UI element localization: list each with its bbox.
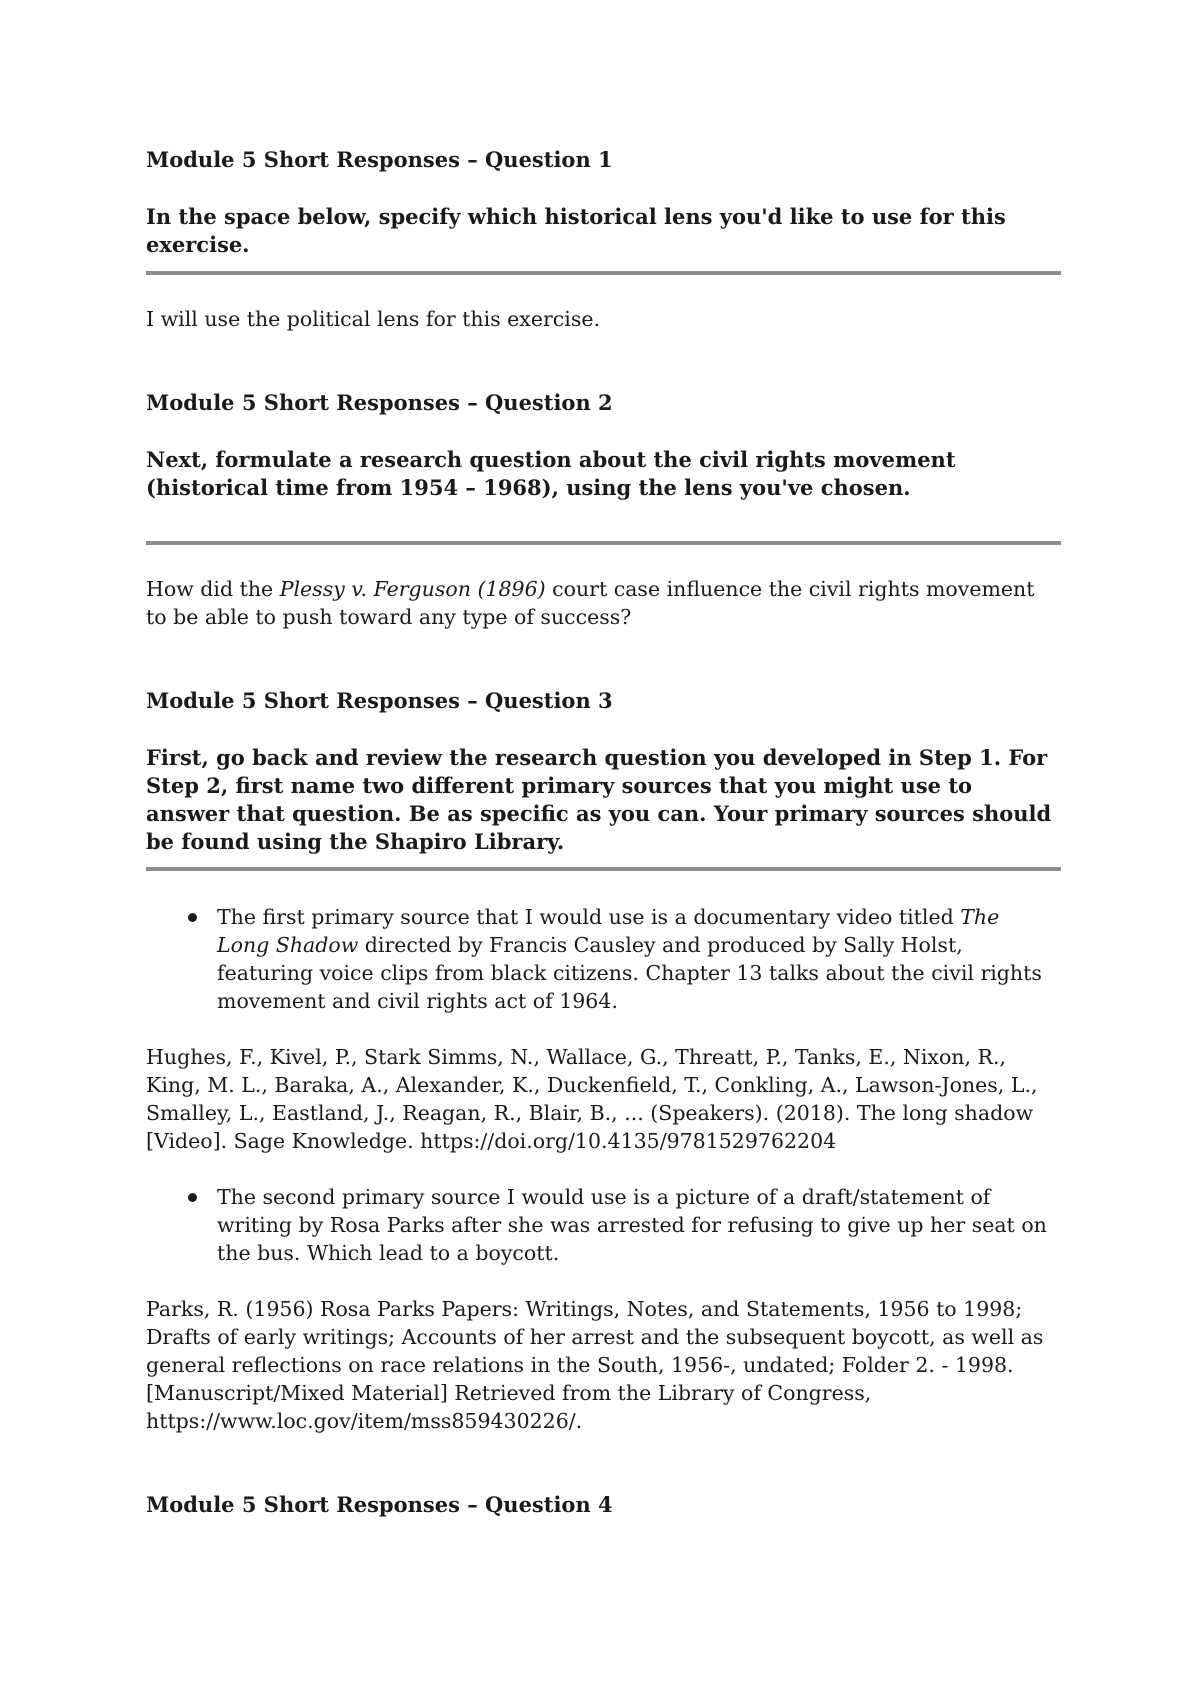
question-2-answer <box>146 575 1061 631</box>
question-2-answer-case-name: Plessy v. Ferguson (1896) <box>279 577 546 601</box>
bullet-icon <box>188 1193 197 1202</box>
question-1-heading: Module 5 Short Responses – Question 1 <box>146 147 613 172</box>
question-2-divider <box>146 541 1061 545</box>
question-1-divider <box>146 271 1061 275</box>
primary-source-1-text <box>217 903 1057 1015</box>
question-3-prompt: First, go back and review the research question you developed in Step 1. For Step 2, first name two different primary sources that you might use to answer that question. Be as specific as you can. Your primary sources should be found using the Shapiro Library. <box>146 745 1052 854</box>
question-1-answer: I will use the political lens for this exercise. <box>146 307 600 331</box>
question-3-heading: Module 5 Short Responses – Question 3 <box>146 688 613 713</box>
list-item-primary-source-1 <box>146 903 1061 1015</box>
list-item-primary-source-2 <box>146 1183 1061 1267</box>
citation-1: Hughes, F., Kivel, P., Stark Simms, N., Wallace, G., Threatt, P., Tanks, E., Nixon, R., King, M. L., Baraka, A., Alexander, K., Duckenfield, T., Conkling, A., Lawson-Jones, L., Smalley, L., Eastland, J., Reagan, R., Blair, B., ... (Speakers). (2018). The long shadow [Video]. Sage Knowledge. https://doi.org/10.4135/9781529762204 <box>146 1045 1038 1153</box>
question-2-heading: Module 5 Short Responses – Question 2 <box>146 390 613 415</box>
question-4-heading: Module 5 Short Responses – Question 4 <box>146 1492 613 1517</box>
primary-source-1-title: The Long Shadow <box>217 905 1000 957</box>
question-1-prompt: In the space below, specify which historical lens you'd like to use for this exercise. <box>146 204 1006 257</box>
citation-2: Parks, R. (1956) Rosa Parks Papers: Writings, Notes, and Statements, 1956 to 1998; Drafts of early writings; Accounts of her arrest and the subsequent boycott, as well as general reflections on race relations in the South, 1956-, undated; Folder 2. - 1998. [Manuscript/Mixed Material] Retrieved from the Library of Congress, https://www.loc.gov/item/mss859430226/. <box>146 1297 1044 1433</box>
primary-source-1-end: directed by Francis Causley and produced by Sally Holst, featuring voice clips from black citizens. Chapter 13 talks about the civil rights movement and civil rights act of 1964. <box>217 933 1042 1013</box>
question-2-answer-start: How did the <box>146 577 280 601</box>
question-2-prompt: Next, formulate a research question about the civil rights movement (historical time from 1954 – 1968), using the lens you've chosen. <box>146 447 956 500</box>
primary-source-2-text: The second primary source I would use is a picture of a draft/statement of writing by Rosa Parks after she was arrested for refusing to give up her seat on the bus. Which lead to a boycott. <box>217 1185 1047 1265</box>
primary-source-1-start: The first primary source that I would use is a documentary video titled <box>217 905 961 929</box>
question-3-divider <box>146 867 1061 871</box>
bullet-icon <box>188 913 197 922</box>
question-2-answer-end: court case influence the civil rights movement to be able to push toward any type of success? <box>146 577 1035 629</box>
